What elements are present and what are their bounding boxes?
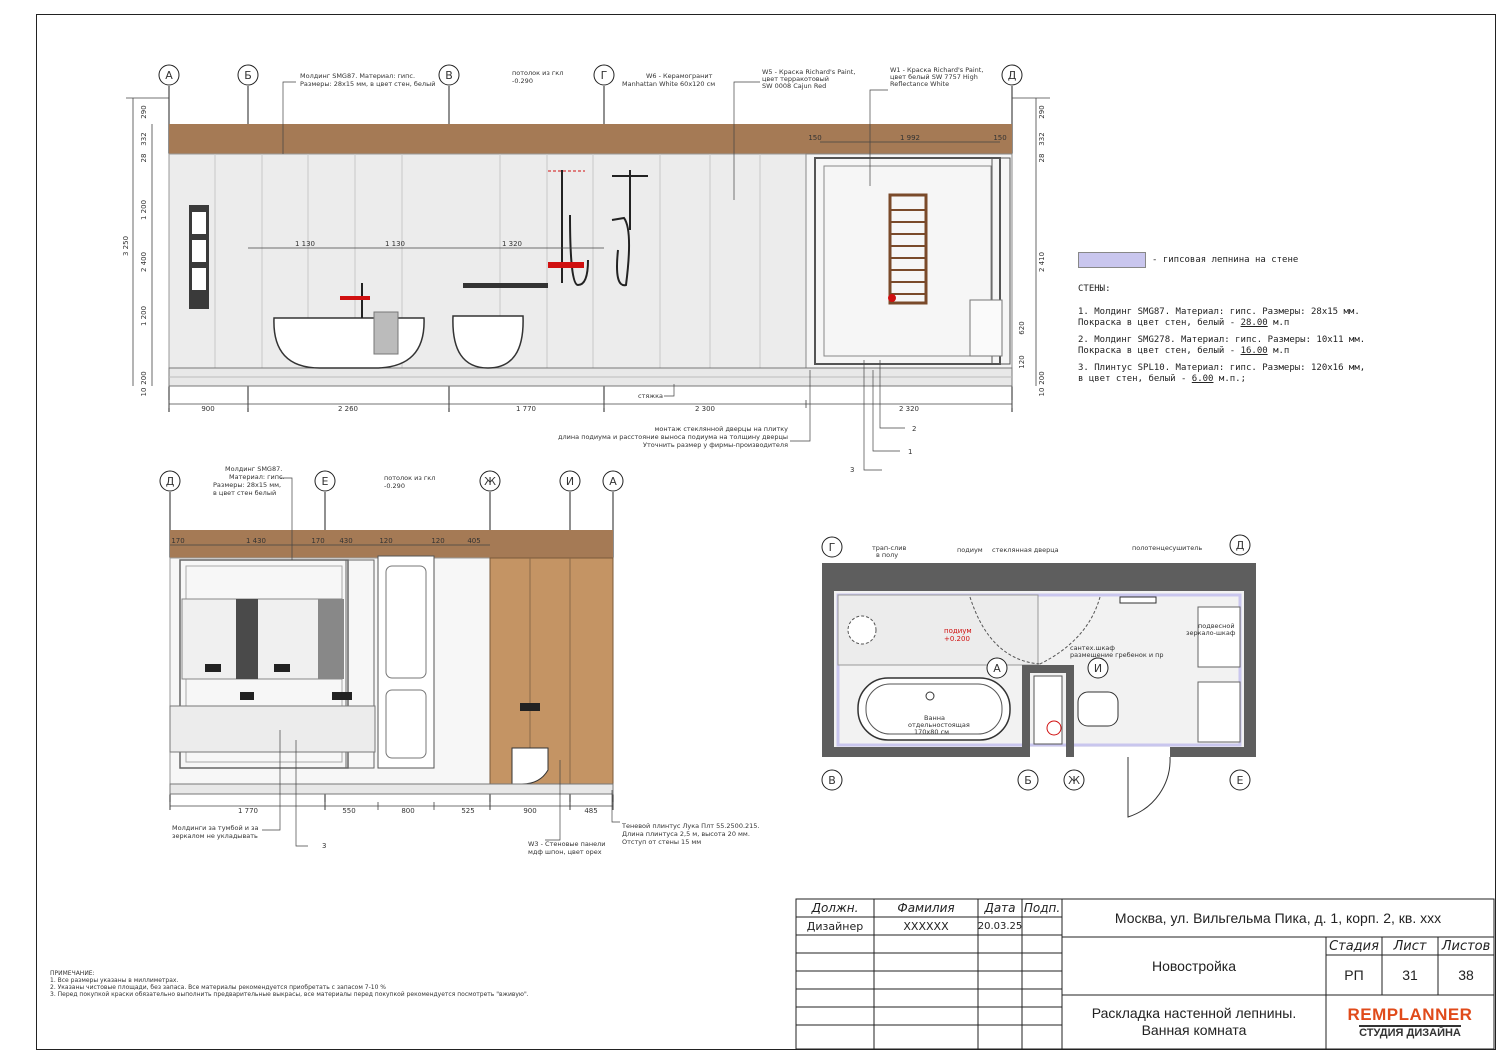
callout2-ceiling-level: -0.290 — [384, 482, 405, 490]
dim-left-28: 28 — [140, 153, 148, 163]
callout2-baseboard-3: Отступ от стены 15 мм — [622, 838, 702, 846]
plan-axis-a: А — [993, 662, 1001, 675]
dim-left-3250: 3 250 — [122, 235, 130, 257]
callout2-baseboard-2: Длина плинтуса 2,5 м, высота 20 мм. — [622, 830, 750, 838]
plan-axis-zh: Ж — [1068, 774, 1080, 787]
dim-right-200: 200 — [1038, 371, 1046, 385]
plan-axis-i: И — [1093, 662, 1103, 675]
dim-left-332: 332 — [140, 132, 148, 146]
dim2-top-1430: 1 430 — [245, 537, 267, 545]
callout-w5: W5 - Краска Richard's Paint, — [762, 68, 856, 76]
tb-role: Дизайнер — [806, 919, 864, 933]
plan-axis-b: Б — [1024, 774, 1032, 787]
legend-item-3-qty-line: в цвет стен, белый - 6.00 м.п.; — [1078, 374, 1246, 384]
plan-drain-2: в полу — [876, 551, 899, 559]
plan-towel: полотенцесушитель — [1132, 544, 1203, 552]
dim-2320: 2 320 — [898, 405, 920, 413]
plan-axis-g: Г — [828, 541, 836, 554]
dim-left-1200b: 1 200 — [140, 305, 148, 327]
tb-header-sign: Подп. — [1023, 901, 1061, 915]
dim-left-200: 200 — [140, 371, 148, 385]
dim-2300: 2 300 — [694, 405, 716, 413]
axis2-zh: Ж — [484, 475, 496, 488]
tb-header-surname: Фамилия — [897, 901, 955, 915]
dim2-485: 485 — [584, 807, 598, 815]
callout2-baseboard-1: Теневой плинтус Лука Плт 55.2500.215. — [622, 822, 760, 830]
dim-top-150b: 150 — [993, 134, 1007, 142]
legend-item-2-qty-line: Покраска в цвет стен, белый - 16.00 м.п — [1078, 346, 1290, 356]
dim-top-1130a: 1 130 — [294, 240, 316, 248]
dim-right-620: 620 — [1018, 321, 1026, 335]
axis-d: Д — [1007, 69, 1017, 82]
tb-sheets: 38 — [1458, 967, 1474, 983]
leader-3: 3 — [850, 466, 855, 474]
dim2-top-170b: 170 — [311, 537, 325, 545]
dim2-top-405: 405 — [467, 537, 481, 545]
tb-sheet: 31 — [1402, 967, 1418, 983]
plan-podium: подиум — [957, 546, 983, 554]
callout-w1-sub1: цвет белый SW 7757 High — [890, 73, 978, 81]
door-note-1: монтаж стеклянной дверцы на плитку — [654, 425, 788, 433]
notes-heading: ПРИМЕЧАНИЕ: — [50, 970, 95, 977]
plan-bath-2: отдельностоящая — [908, 721, 970, 729]
leader-1: 1 — [908, 448, 913, 456]
axis-b: Б — [244, 69, 252, 82]
dim2-525: 525 — [461, 807, 475, 815]
legend-swatch-label: - гипсовая лепнина на стене — [1152, 254, 1299, 265]
dim-left-10: 10 — [140, 387, 148, 397]
tb-sheet-header: Лист — [1393, 938, 1427, 954]
plan-podium-level: подиум — [944, 627, 972, 635]
dim-right-10: 10 — [1038, 387, 1046, 397]
dim-900: 900 — [201, 405, 215, 413]
callout-w6-sub: Manhattan White 60x120 см — [622, 80, 716, 88]
dim-left-2400: 2 400 — [140, 251, 148, 273]
callout2-ceiling: потолок из гкл — [384, 474, 436, 482]
dim-top-1320: 1 320 — [501, 240, 523, 248]
callout2-molding-sub1: Материал: гипс. — [229, 473, 285, 481]
dim-top-1130b: 1 130 — [384, 240, 406, 248]
tb-stage-header: Стадия — [1329, 938, 1379, 954]
plan-cabinet: сантех.шкаф — [1070, 644, 1115, 652]
door-note-3: Уточнить размер у фирмы-производителя — [643, 441, 788, 449]
callout2-no-molding-1: Молдинги за тумбой и за — [172, 824, 259, 832]
tb-project-type: Новостройка — [1152, 958, 1236, 974]
plan-podium-level-2: +0.200 — [944, 635, 970, 643]
notes-line-1: 1. Все размеры указаны в миллиметрах. — [50, 977, 179, 984]
tb-date: 20.03.25 — [977, 920, 1023, 932]
callout-w1-sub2: Reflectance White — [890, 80, 950, 88]
tb-address: Москва, ул. Вильгельма Пика, д. 1, корп. 2, кв. xxx — [1114, 910, 1442, 926]
tb-sheet-title-2: Ванная комната — [1141, 1022, 1247, 1038]
dim-right-2410: 2 410 — [1038, 251, 1046, 273]
dim2-top-120b: 120 — [431, 537, 445, 545]
dim2-1770: 1 770 — [237, 807, 259, 815]
callout-w1: W1 - Краска Richard's Paint, — [890, 66, 984, 74]
dim-right-28: 28 — [1038, 153, 1046, 163]
callout2-no-molding-2: зеркалом не укладывать — [172, 832, 258, 840]
callout-molding-size: Размеры: 28x15 мм, в цвет стен, белый — [300, 80, 436, 88]
axis2-d: Д — [165, 475, 175, 488]
axis2-i: И — [565, 475, 575, 488]
plan-mirror: подвесной — [1198, 622, 1235, 630]
legend-item-1: 1. Молдинг SMG87. Материал: гипс. Размеры: 28x15 мм. — [1078, 307, 1360, 317]
plan-cabinet-2: размещение гребенок и пр — [1070, 651, 1164, 659]
door-note-2: длина подиума и расстояние выноса подиума на толщину дверцы — [558, 433, 788, 441]
callout-w5-sub1: цвет терракотовый — [762, 75, 829, 83]
plan-axis-d: Д — [1235, 539, 1245, 552]
dim2-550: 550 — [342, 807, 356, 815]
dim2-900: 900 — [523, 807, 537, 815]
dim2-top-120a: 120 — [379, 537, 393, 545]
axis-g: Г — [600, 69, 608, 82]
callout2-w3-sub: мдф шпон, цвет орех — [528, 848, 602, 856]
leader2-3: 3 — [322, 842, 327, 850]
dim-left-290: 290 — [140, 105, 148, 119]
dim-right-120: 120 — [1018, 355, 1026, 369]
legend-heading: СТЕНЫ: — [1078, 284, 1111, 294]
plan-bath-3: 170x80 см — [914, 728, 950, 736]
callout-screed: стяжка — [638, 392, 664, 400]
plan-mirror-2: зеркало-шкаф — [1186, 629, 1236, 637]
legend-item-2: 2. Молдинг SMG278. Материал: гипс. Размеры: 10x11 мм. — [1078, 335, 1366, 345]
plan-drain: трап-слив — [872, 544, 907, 552]
dim2-top-170a: 170 — [171, 537, 185, 545]
callout-ceiling: потолок из гкл — [512, 69, 564, 77]
callout2-molding: Молдинг SMG87. — [225, 465, 283, 473]
axis2-a: А — [609, 475, 617, 488]
tb-header-position: Должн. — [811, 901, 859, 915]
callout-w5-sub2: SW 0008 Cajun Red — [762, 82, 827, 90]
callout-molding: Молдинг SMG87. Материал: гипс. — [300, 72, 416, 80]
tb-surname: XXXXXX — [903, 919, 949, 933]
tb-sheet-title — [1062, 995, 1326, 1049]
dim-2260: 2 260 — [337, 405, 359, 413]
legend-item-3: 3. Плинтус SPL10. Материал: гипс. Размеры: 120x16 мм, — [1078, 363, 1366, 373]
axis-a: А — [165, 69, 173, 82]
callout-ceiling-level: -0.290 — [512, 77, 533, 85]
dim-right-332: 332 — [1038, 132, 1046, 146]
logo-main: REMPLANNER — [1347, 1005, 1473, 1024]
tb-header-date: Дата — [984, 901, 1016, 915]
tb-sheet-title-1: Раскладка настенной лепнины. — [1091, 1005, 1297, 1021]
notes-line-2: 2. Указаны чистовые площади, без запаса. Все материалы рекомендуется приобретать с запасом 7-10 % — [50, 984, 386, 991]
dim-right-290: 290 — [1038, 105, 1046, 119]
plan-glass-door: стеклянная дверца — [992, 546, 1059, 554]
notes-line-3: 3. Перед покупкой краски обязательно выполнить предварительные выкрасы, все материалы перед покупкой рекомендуется посмотреть "вживую". — [50, 991, 529, 998]
leader-2: 2 — [912, 425, 917, 433]
plan-bath: Ванна — [924, 714, 945, 722]
dim2-top-430: 430 — [339, 537, 353, 545]
tb-stage: РП — [1344, 967, 1364, 983]
callout2-molding-sub3: в цвет стен белый — [213, 489, 277, 497]
plan-axis-e: Е — [1236, 774, 1244, 787]
dim-top-150a: 150 — [808, 134, 822, 142]
dim-top-1992: 1 992 — [899, 134, 921, 142]
callout2-molding-sub2: Размеры: 28x15 мм, — [213, 481, 282, 489]
plan-axis-v: В — [828, 774, 836, 787]
legend-item-1-qty-line: Покраска в цвет стен, белый - 28.00 м.п — [1078, 318, 1290, 328]
callout-w6: W6 - Керамогранит — [646, 72, 713, 80]
dim-1770: 1 770 — [515, 405, 537, 413]
dim2-800: 800 — [401, 807, 415, 815]
axis-v: В — [445, 69, 453, 82]
callout2-w3: W3 - Стеновые панели — [528, 840, 606, 848]
tb-logo — [1326, 995, 1494, 1049]
tb-sheets-header: Листов — [1441, 938, 1491, 954]
axis2-e: Е — [321, 475, 329, 488]
dim-left-1200a: 1 200 — [140, 199, 148, 221]
logo-sub: СТУДИЯ ДИЗАЙНА — [1359, 1027, 1461, 1039]
